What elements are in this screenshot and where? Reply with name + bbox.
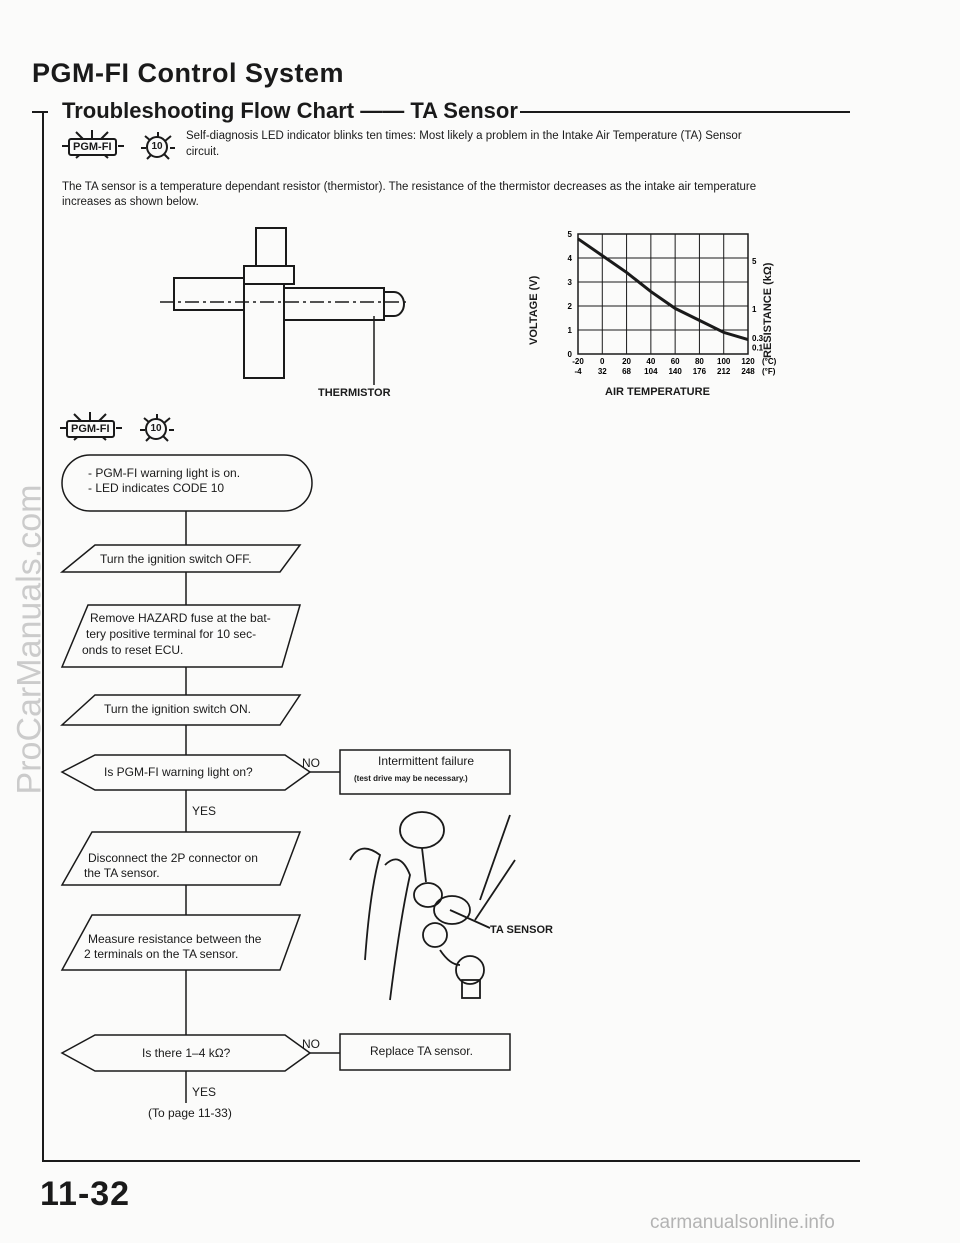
x-tick-label-c: 60 xyxy=(670,357,680,366)
step-remove-fuse: tery positive terminal for 10 sec- xyxy=(86,627,257,641)
side-watermark: ProCarManuals.com xyxy=(10,484,49,795)
x-tick-label-c: -20 xyxy=(572,357,584,366)
x-tick-label-c: 80 xyxy=(694,357,704,366)
start-condition: - PGM-FI warning light is on. xyxy=(88,466,241,480)
branch-no-label: NO xyxy=(302,1037,320,1051)
page-title: PGM-FI Control System xyxy=(32,58,345,88)
y2-tick-label: 5 xyxy=(752,257,757,266)
diagnosis-text: Self-diagnosis LED indicator blinks ten times: Most likely a problem in the Intake Air Temperature (TA) Sensor xyxy=(186,130,742,142)
start-condition: - LED indicates CODE 10 xyxy=(88,481,225,495)
step-ignition-off: Turn the ignition switch OFF. xyxy=(100,552,252,566)
y-tick-label: 2 xyxy=(567,302,572,311)
result-intermittent-note: (test drive may be necessary.) xyxy=(354,774,468,783)
x-unit-f: (°F) xyxy=(762,367,776,376)
thermistor-label: THERMISTOR xyxy=(318,387,391,399)
y-tick-label: 0 xyxy=(567,350,572,359)
y2-axis-label: RESISTANCE (kΩ) xyxy=(762,262,774,358)
x-tick-label-f: 32 xyxy=(597,367,607,376)
x-tick-label-c: 20 xyxy=(622,357,632,366)
pgmfi-label: PGM-FI xyxy=(68,138,117,156)
step-ignition-on: Turn the ignition switch ON. xyxy=(104,702,251,716)
x-tick-label-f: 248 xyxy=(741,367,755,376)
x-tick-label-f: 104 xyxy=(644,367,658,376)
step-measure: 2 terminals on the TA sensor. xyxy=(84,947,239,961)
code-number: 10 xyxy=(145,418,167,440)
bottom-watermark: carmanualsonline.info xyxy=(650,1212,835,1233)
x-unit-c: (°C) xyxy=(762,357,777,366)
step-disconnect: Disconnect the 2P connector on xyxy=(88,851,258,865)
diagnosis-text: circuit. xyxy=(186,146,220,158)
y2-tick-label: 0.1 xyxy=(752,343,764,353)
y2-tick-label: 0.3 xyxy=(752,333,764,343)
ta-sensor-label: TA SENSOR xyxy=(490,924,553,936)
step-disconnect: the TA sensor. xyxy=(84,866,160,880)
y-tick-label: 1 xyxy=(567,326,572,335)
description-text: The TA sensor is a temperature dependant resistor (thermistor). The resistance of the thermistor decreases as the intake air temperature xyxy=(62,181,757,193)
description-text: increases as shown below. xyxy=(62,196,199,208)
ta-sensor-illustration xyxy=(330,800,540,1010)
section-title: Troubleshooting Flow Chart —— TA Sensor xyxy=(62,98,518,123)
result-replace-sensor: Replace TA sensor. xyxy=(370,1044,473,1058)
x-tick-label-f: 176 xyxy=(692,367,707,376)
x-tick-label-f: -4 xyxy=(574,367,582,376)
result-intermittent: Intermittent failure xyxy=(378,754,475,768)
x-tick-label-f: 212 xyxy=(717,367,731,376)
code-number: 10 xyxy=(146,136,168,158)
pgmfi-label: PGM-FI xyxy=(66,420,115,438)
step-remove-fuse: onds to reset ECU. xyxy=(82,643,184,657)
y-axis-label: VOLTAGE (V) xyxy=(528,275,540,345)
y2-tick-label: 1 xyxy=(752,305,757,314)
branch-yes-label: YES xyxy=(192,804,217,818)
x-tick-label-f: 140 xyxy=(668,367,682,376)
y-tick-label: 3 xyxy=(567,278,572,287)
x-tick-label-c: 120 xyxy=(741,357,755,366)
page-number: 11-32 xyxy=(40,1175,131,1213)
x-tick-label-c: 40 xyxy=(646,357,656,366)
branch-no-label: NO xyxy=(302,756,320,770)
decision-resistance: Is there 1–4 kΩ? xyxy=(142,1046,231,1060)
branch-yes-label: YES xyxy=(192,1085,217,1099)
step-measure: Measure resistance between the xyxy=(88,932,262,946)
y-tick-label: 4 xyxy=(567,254,572,263)
x-tick-label-f: 68 xyxy=(622,367,632,376)
continue-note: (To page 11-33) xyxy=(148,1106,232,1120)
x-tick-label-c: 0 xyxy=(600,357,605,366)
step-remove-fuse: Remove HAZARD fuse at the bat- xyxy=(90,611,271,625)
x-axis-label: AIR TEMPERATURE xyxy=(605,386,710,398)
y-tick-label: 5 xyxy=(567,230,572,239)
decision-warning-light: Is PGM-FI warning light on? xyxy=(104,765,253,779)
x-tick-label-c: 100 xyxy=(717,357,731,366)
